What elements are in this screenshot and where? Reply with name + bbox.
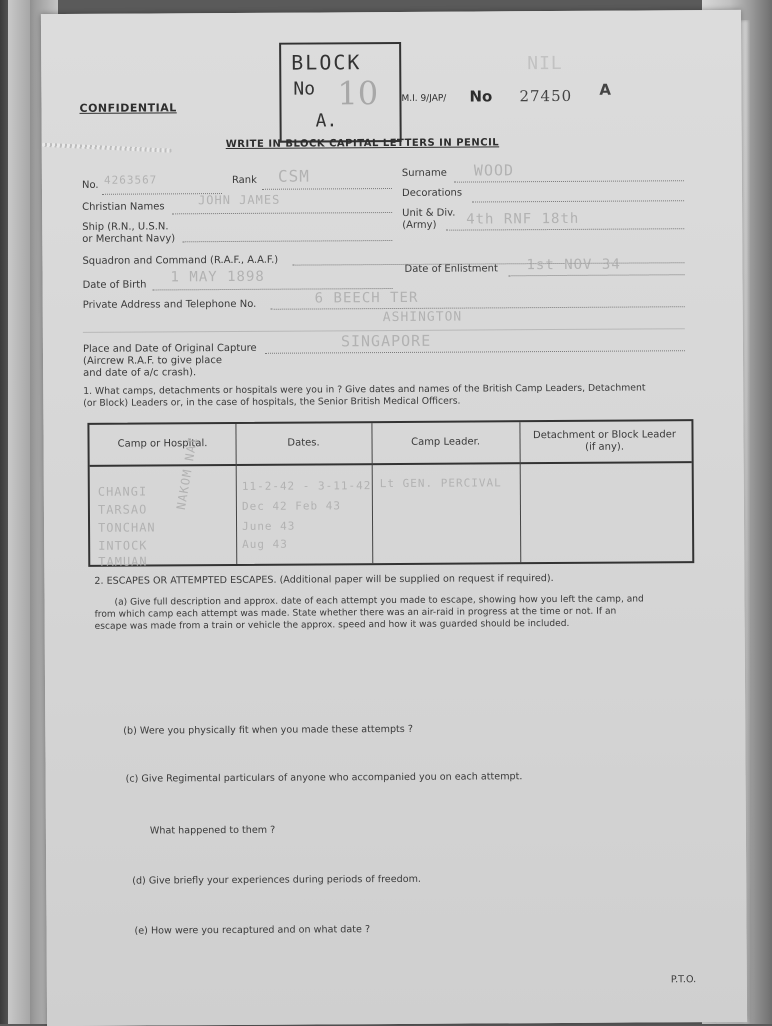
header-detachment-leader: Detachment or Block Leader (if any). — [532, 429, 677, 453]
camp-side-note: NAKOM NAI — [173, 435, 201, 511]
camp-entry: TONCHAN — [98, 520, 156, 535]
camp-entry: TARSAO — [97, 502, 148, 517]
header-camp-leader: Camp Leader. — [411, 436, 481, 448]
question2-c-followup: What happened to them ? — [149, 824, 276, 837]
address-line2: ASHINGTON — [382, 309, 463, 326]
corner-pencil-mark: NIL — [527, 52, 563, 75]
stamp-block-word: BLOCK — [291, 50, 362, 75]
enlistment-label: Date of Enlistment — [404, 263, 498, 275]
date-entry: Aug 43 — [242, 537, 288, 551]
surname-value: WOOD — [473, 161, 515, 180]
enlistment-value: 1st NOV 34 — [526, 256, 621, 274]
date-entry: 11-2-42 - 3-11-42 — [241, 479, 372, 493]
dob-value: 1 MAY 1898 — [170, 268, 265, 286]
question2-b: (b) Were you physically fit when you made these attempts ? — [123, 723, 413, 737]
rank-label: Rank — [231, 174, 257, 186]
camps-table — [87, 419, 694, 567]
decorations-label: Decorations — [401, 187, 463, 199]
question2-e: (e) How were you recaptured and on what date ? — [134, 924, 371, 937]
camp-entry: CHANGI — [97, 484, 148, 499]
dob-label: Date of Birth — [82, 279, 147, 291]
instruction-heading: WRITE IN BLOCK CAPITAL LETTERS IN PENCIL — [225, 137, 500, 151]
capture-value: SINGAPORE — [340, 331, 432, 351]
question2-c: (c) Give Regimental particulars of anyone who accompanied you on each attempt. — [125, 771, 523, 785]
rank-value: CSM — [277, 166, 310, 186]
mi-reference: M.I. 9/JAP/ — [401, 93, 447, 104]
camp-entry: TAMUAN — [98, 554, 148, 569]
question2-a-line3: escape was made from a train or vehicle the approx. speed and how it was guarded should be included. — [94, 618, 570, 632]
tie-string — [42, 143, 172, 153]
binder-strip — [8, 0, 30, 1024]
serial-suffix: A — [599, 80, 612, 99]
squadron-label: Squadron and Command (R.A.F., A.A.F.) — [82, 254, 279, 267]
camp-leader-entry: Lt GEN. PERCIVAL — [379, 476, 502, 491]
unit-value: 4th RNF 18th — [466, 210, 580, 228]
capture-label-2: (Aircrew R.A.F. to give place — [83, 355, 223, 367]
question1-line2: (or Block) Leaders or, in the case of hospitals, the Senior British Medical Officers. — [83, 395, 461, 409]
confidential-label: CONFIDENTIAL — [79, 101, 177, 115]
serial-no-label: No — [469, 87, 493, 106]
header-camp: Camp or Hospital. — [117, 438, 208, 450]
question2-a-line2: from which camp each attempt was made. State whether there was an air-raid in progress at the time or not. If an — [94, 606, 617, 620]
unit-label-2: (Army) — [402, 219, 437, 231]
stamp-letter: A. — [315, 110, 338, 132]
camp-entry: INTOCK — [98, 538, 148, 553]
form-page — [41, 10, 747, 1026]
date-entry: Dec 42 Feb 43 — [241, 499, 342, 513]
no-label: No. — [81, 179, 99, 191]
capture-label-1: Place and Date of Original Capture — [82, 342, 257, 355]
ship-label-1: Ship (R.N., U.S.N. — [82, 221, 169, 233]
address-label: Private Address and Telephone No. — [82, 298, 257, 311]
ship-label-2: or Merchant Navy) — [82, 233, 176, 245]
question1-line1: 1. What camps, detachments or hospitals were you in ? Give dates and names of the British Camp Leaders, Detachment — [83, 382, 646, 397]
pto-label: P.T.O. — [670, 974, 697, 986]
address-line1: 6 BEECH TER — [314, 289, 419, 307]
capture-label-3: and date of a/c crash). — [83, 367, 197, 379]
stamp-no-label: No — [293, 78, 316, 100]
christian-names-label: Christian Names — [82, 201, 165, 213]
question2-title: 2. ESCAPES OR ATTEMPTED ESCAPES. (Additional paper will be supplied on request if required). — [94, 573, 554, 587]
christian-names-value: JOHN JAMES — [198, 192, 281, 208]
unit-label-1: Unit & Div. — [402, 207, 456, 219]
surname-label: Surname — [401, 167, 447, 179]
date-entry: June 43 — [242, 519, 296, 533]
question2-d: (d) Give briefly your experiences during periods of freedom. — [132, 873, 421, 887]
stamp-number: 10 — [337, 74, 379, 113]
header-dates: Dates. — [287, 437, 320, 449]
serial-number: 27450 — [519, 86, 573, 106]
no-value: 4263567 — [103, 173, 158, 187]
block-stamp — [279, 42, 402, 143]
question2-a-line1: (a) Give full description and approx. date of each attempt you made to escape, showing how you left the camp, and — [114, 594, 644, 608]
